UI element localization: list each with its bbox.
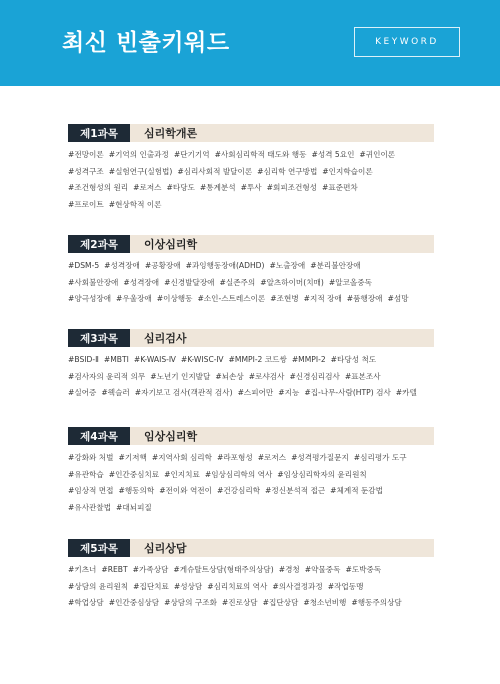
keyword-line: [68, 562, 434, 579]
keyword-tag: #표본조사: [344, 371, 381, 381]
keyword-tag: #임상심리학자의 윤리원칙: [277, 469, 367, 479]
keyword-tag: #로저스: [257, 453, 287, 462]
section-header: [68, 235, 434, 253]
keyword-tag: #현상학적 이론: [108, 199, 162, 209]
page-title: 최신 빈출키워드: [62, 30, 230, 56]
keyword-line: [68, 147, 434, 164]
keyword-line: [68, 291, 434, 308]
keyword-tag: #대뇌피질: [116, 502, 152, 512]
section-number: 제2과목: [68, 235, 130, 253]
keyword-tag: #투사: [240, 183, 262, 192]
keyword-badge: KEYWORD: [354, 27, 460, 57]
keyword-tag: #K-WAIS-Ⅳ: [133, 355, 176, 364]
keyword-tag: #청소년비행: [303, 598, 347, 607]
section-title: 이상심리학: [144, 238, 198, 251]
keyword-line: [68, 258, 434, 275]
keyword-tag: #정신분석적 접근: [265, 486, 326, 495]
keyword-line: [68, 197, 434, 214]
keyword-tag: #로샤검사: [248, 371, 285, 381]
keyword-tag: #인지학습이론: [322, 166, 373, 176]
keyword-tag: #상담의 구조화: [164, 598, 217, 607]
keyword-tag: #스피어만: [237, 388, 274, 397]
keyword-tag: #약물중독: [304, 565, 341, 574]
keyword-tag: #조현병: [270, 294, 299, 303]
keyword-line: [68, 164, 434, 181]
keyword-tag: #검사자의 윤리적 의무: [68, 371, 146, 381]
keyword-tag: #집단상담: [262, 598, 299, 607]
keyword-tag: #성격구조: [68, 166, 104, 176]
keyword-line: [68, 385, 434, 402]
section-number: 제1과목: [68, 124, 130, 142]
keyword-tag: #양극성장애: [68, 294, 112, 303]
keyword-tag: #키츠너: [68, 565, 97, 574]
keyword-tag: #K-WISC-Ⅳ: [180, 355, 224, 364]
keyword-tag: #성격장애: [123, 277, 160, 287]
subject-section-4: [68, 427, 434, 516]
keyword-tag: #웩슬러: [101, 388, 130, 397]
keyword-tag: #섬망: [387, 294, 409, 303]
section-number: 제5과목: [68, 539, 130, 557]
keyword-tag: #소인-스트레스이론: [197, 294, 266, 303]
keyword-tag: #우울장애: [116, 294, 152, 303]
keyword-tag: #심리치료의 역사: [207, 581, 268, 591]
section-header: [68, 539, 434, 557]
keyword-tag: #단기기억: [173, 150, 210, 159]
keyword-tag: #상담의 윤리원칙: [68, 581, 129, 591]
keyword-tag: #MBTI: [103, 355, 129, 364]
keyword-tag: #전망이론: [68, 150, 104, 159]
page-header: [0, 0, 500, 86]
keyword-tag: #표준편차: [322, 183, 358, 192]
keyword-list: [68, 147, 434, 213]
keyword-line: [68, 467, 434, 484]
keyword-tag: #성상담: [173, 581, 203, 591]
keyword-tag: #심리학 연구방법: [257, 166, 318, 176]
keyword-tag: #임상적 면접: [68, 486, 114, 495]
keyword-list: [68, 562, 434, 612]
keyword-tag: #DSM-5: [68, 261, 100, 270]
keyword-tag: #공황장애: [144, 261, 181, 270]
keyword-tag: #자기보고 검사(객관적 검사): [134, 388, 233, 397]
subject-section-3: [68, 329, 434, 402]
keyword-tag: #사회불안장애: [68, 277, 119, 287]
keyword-line: [68, 483, 434, 500]
keyword-tag: #성격장애: [104, 261, 140, 270]
keyword-line: [68, 180, 434, 197]
keyword-tag: #사회심리학적 태도와 행동: [214, 150, 307, 159]
keyword-tag: #행동의학: [118, 486, 155, 495]
keyword-tag: #유관학습: [68, 469, 104, 479]
keyword-tag: #실존주의: [219, 277, 256, 287]
keyword-tag: #학업상담: [68, 598, 104, 607]
keyword-tag: #신경심리검사: [289, 371, 340, 381]
keyword-tag: #심리사회적 발달이론: [177, 166, 253, 176]
keyword-tag: #의사결정과정: [272, 581, 323, 591]
keyword-tag: #심리평가 도구: [353, 453, 407, 462]
keyword-tag: #MMPI-2 코드쌍: [228, 355, 287, 364]
keyword-tag: #노출장애: [269, 261, 306, 270]
keyword-list: [68, 450, 434, 516]
keyword-tag: #전이와 역전이: [159, 486, 212, 495]
keyword-tag: #집단치료: [133, 581, 169, 591]
section-header: [68, 124, 434, 142]
keyword-tag: #기억의 인출과정: [108, 150, 169, 159]
section-header: [68, 427, 434, 445]
section-header: [68, 329, 434, 347]
keyword-list: [68, 352, 434, 402]
keyword-tag: #타당성 척도: [330, 355, 377, 364]
keyword-tag: #가족상담: [132, 565, 169, 574]
keyword-tag: #프로이트: [68, 199, 104, 209]
keyword-tag: #알코올중독: [328, 277, 372, 287]
keyword-tag: #노년기 인지발달: [150, 371, 211, 381]
section-number: 제3과목: [68, 329, 130, 347]
keyword-tag: #신경발달장애: [164, 277, 215, 287]
section-title: 임상심리학: [144, 430, 198, 443]
subject-section-1: [68, 124, 434, 213]
keyword-tag: #REBT: [101, 565, 128, 574]
keyword-tag: #귀인이론: [359, 150, 396, 159]
keyword-tag: #인간중심상담: [108, 598, 160, 607]
keyword-tag: #MMPI-2: [291, 355, 326, 364]
keyword-tag: #카텔: [395, 388, 417, 397]
keyword-tag: #품행장애: [346, 294, 383, 303]
keyword-tag: #집-나무-사람(HTP) 검사: [304, 388, 391, 397]
section-number: 제4과목: [68, 427, 130, 445]
keyword-line: [68, 500, 434, 517]
keyword-tag: #뇌손상: [215, 371, 244, 381]
keyword-tag: #지능: [278, 388, 300, 397]
keyword-tag: #임상심리학의 역사: [204, 469, 273, 479]
keyword-tag: #통계분석: [199, 183, 236, 192]
keyword-tag: #실험연구(실험법): [108, 166, 173, 176]
keyword-tag: #성격평가질문지: [291, 453, 349, 462]
keyword-tag: #조건형성의 원리: [68, 183, 129, 192]
keyword-tag: #작업동맹: [327, 581, 364, 591]
keyword-line: [68, 450, 434, 467]
subject-section-2: [68, 235, 434, 308]
keyword-line: [68, 579, 434, 596]
keyword-tag: #지적 장애: [303, 294, 342, 303]
keyword-tag: #과잉행동장애(ADHD): [185, 261, 265, 270]
keyword-tag: #로저스: [133, 183, 162, 192]
keyword-tag: #도박중독: [345, 565, 382, 574]
keyword-line: [68, 595, 434, 612]
keyword-tag: #게슈탈트상담(형태주의상담): [173, 565, 274, 574]
keyword-line: [68, 369, 434, 386]
keyword-tag: #타당도: [166, 183, 195, 192]
keyword-tag: #BSID-Ⅱ: [68, 355, 99, 364]
keyword-tag: #진로상담: [221, 598, 258, 607]
keyword-tag: #유사관찰법: [68, 502, 112, 512]
keyword-list: [68, 258, 434, 308]
keyword-tag: #건강심리학: [216, 486, 261, 495]
section-title: 심리검사: [144, 332, 187, 345]
keyword-tag: #인지치료: [164, 469, 200, 479]
section-title: 심리학개론: [144, 127, 198, 140]
keyword-line: [68, 352, 434, 369]
keyword-tag: #경청: [278, 565, 300, 574]
keyword-tag: #기저핵: [118, 453, 147, 462]
keyword-tag: #체계적 둔감법: [330, 486, 383, 495]
keyword-tag: #알츠하이머(치매): [260, 277, 324, 287]
keyword-tag: #행동주의상담: [351, 598, 402, 607]
keyword-tag: #이상행동: [156, 294, 193, 303]
keyword-tag: #라포형성: [216, 453, 253, 462]
keyword-tag: #인간중심치료: [108, 469, 160, 479]
keyword-tag: #성격 5요인: [311, 150, 355, 159]
keyword-tag: #지역사회 심리학: [151, 453, 212, 462]
keyword-tag: #실어증: [68, 388, 97, 397]
keyword-tag: #회피조건형성: [266, 183, 318, 192]
keyword-line: [68, 275, 434, 292]
keyword-tag: #분리불안장애: [310, 261, 361, 270]
keyword-tag: #강화와 처벌: [68, 453, 114, 462]
section-title: 심리상담: [144, 542, 187, 555]
subject-section-5: [68, 539, 434, 612]
